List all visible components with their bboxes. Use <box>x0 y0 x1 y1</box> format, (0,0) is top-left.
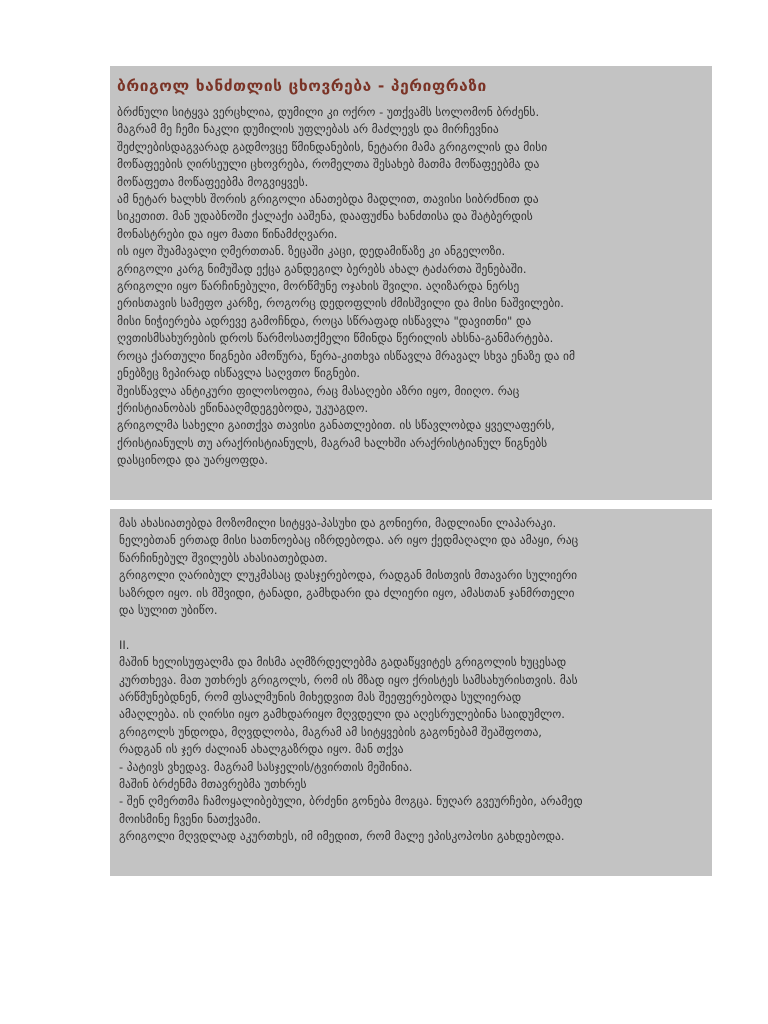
text-line: მაშინ ხელისუფალმა და მისმა აღმზრდელებმა გადაწყვიტეს გრიგოლის ხუცესად <box>119 655 567 670</box>
text-panel-top <box>110 66 712 500</box>
text-line: სიკეთით. მან უდაბნოში ქალაქი ააშენა, დააფუძნა ხანძთისა და შატბერდის <box>117 209 533 224</box>
text-line: მოწაფეთა მოწაფეებმა მოგვიყვეს. <box>117 174 309 189</box>
text-line: გრიგოლს უნდოდა, მღვდლობა, მაგრამ ამ სიტყვების გაგონებამ შეაშფოთა, <box>119 724 542 739</box>
text-line: გრიგოლი კარგ ნიმუშად ექცა განდეგილ ბერებს ახალ ტაძართა შენებაში. <box>117 261 527 276</box>
text-line: ბრძნული სიტყვა ვერცხლია, დუმილი კი ოქრო - უთქვამს სოლომონ ბრძენს. <box>117 105 540 119</box>
text-line: მას ახასიათებდა მოზომილი სიტყვა-პასუხი და გონიერი, მადლიანი ლაპარაკი. <box>119 516 557 530</box>
bottom-paragraphs <box>119 515 704 846</box>
text-line: გრიგოლი მღვდლად აკურთხეს, იმ იმედით, რომ მალე ეპისკოპოსი გახდებოდა. <box>119 829 565 844</box>
blank-line <box>119 619 704 636</box>
text-line: რადგან ის ჯერ ძალიან ახალგაზრდა იყო. მან თქვა <box>119 742 404 757</box>
text-line: გრიგოლი ღარიბულ ლუკმასაც დასჯერებოდა, რადგან მისთვის მთავარი სულიერი <box>119 568 578 583</box>
text-line: შეისწავლა ანტიკური ფილოსოფია, რაც მასაღები აზრი იყო, მიიღო. რაც <box>117 383 520 398</box>
text-line: ღვთისმსახურების დროს წარმოსათქმელი წმინდა წერილის ახსნა-განმარტება. <box>117 331 554 346</box>
text-line: გრიგოლი იყო წარჩინებული, მორწმუნე ოჯახის შვილი. აღიზარდა ნერსე <box>117 279 520 294</box>
text-line: შეძლებისდაგვარად გადმოვცე წმინდანების, ნეტარი მამა გრიგოლის და მისი <box>117 139 548 154</box>
text-line: - შენ ღმერთმა ჩამოყალიბებული, ბრძენი გონება მოგცა. ნუღარ გვეურჩები, არამედ <box>119 794 583 809</box>
text-line: მაშინ ბრძენმა მთავრებმა უთხრეს <box>119 777 307 792</box>
text-panel-bottom <box>110 509 712 876</box>
text-line: არწმუნებდნენ, რომ ფსალმუნის მიხედვით მას შეეფერებოდა სულიერად <box>119 690 522 705</box>
text-line: ქრისტიანობას ეწინააღმდეგებოდა, უკუაგდო. <box>117 400 369 415</box>
text-line: ამაღლება. ის ღირსი იყო გამხდარიყო მღვდელი და აღესრულებინა საიდუმლო. <box>119 707 565 722</box>
text-line: მაგრამ მე ჩემი ნაკლი დუმილის უფლებას არ მაძლევს და მირჩევნია <box>117 122 499 137</box>
text-line: როცა ქართული წიგნები ამოწურა, წერა-კითხვა ისწავლა მრავალ სხვა ენაზე და იმ <box>117 348 575 363</box>
text-line: და სულით უბიწო. <box>119 603 218 618</box>
text-line: საზრდო იყო. ის მშვიდი, ტანადი, გამხდარი და ძლიერი იყო, ამასთან ჯანმრთელი <box>119 585 575 600</box>
text-line: მისი ნიჭიერება ადრევე გამოჩნდა, როცა სწრაფად ისწავლა "დავითნი" და <box>117 313 532 328</box>
text-line: ქრისტიანულს თუ არაქრისტიანულს, მაგრამ ხალხში არაქრისტიანულ წიგნებს <box>117 435 548 450</box>
text-line: II. <box>119 637 130 652</box>
text-line: მოწაფეების ღირსეული ცხოვრება, რომელთა შესახებ მათმა მოწაფეებმა და <box>117 157 540 172</box>
document-title: ბრიგოლ ხანძთლის ცხოვრება - პერიფრაზი <box>117 77 487 95</box>
text-line: ერისთავის სამეფო კარზე, როგორც დედოფლის ძმისშვილი და მისი ნაშვილები. <box>117 296 564 311</box>
text-line: ამ ნეტარ ხალხს შორის გრიგოლი ანათებდა მადლით, თავისი სიბრძნით და <box>117 192 539 207</box>
text-line: - პატივს ვხედავ. მაგრამ სასჯელის/ტვირთის მეშინია. <box>119 759 413 774</box>
text-line: დასცინოდა და უარყოფდა. <box>117 453 269 468</box>
text-line: კურთხევა. მათ უთხრეს გრიგოლს, რომ ის მზად იყო ქრისტეს სამსახურისთვის. მას <box>119 672 578 687</box>
text-line: მონასტრები და იყო მათი წინამძღვარი. <box>117 226 338 241</box>
top-paragraphs <box>117 104 704 470</box>
text-line: წარჩინებულ შვილებს ახასიათებდათ. <box>119 550 328 565</box>
text-line: ენებზეც ზეპირად ისწავლა საღვთო წიგნები. <box>117 366 360 381</box>
text-line: ნელებთან ერთად მისი სათნოებაც იზრდებოდა. არ იყო ქედმაღალი და ამაყი, რაც <box>119 533 579 548</box>
text-line: გრიგოლმა სახელი გაითქვა თავისი განათლებით. ის სწავლობდა ყველაფერს, <box>117 418 555 433</box>
text-line: მოისმინე ჩვენი ნათქვამი. <box>119 811 262 826</box>
text-line: ის იყო შუამავალი ღმერთთან. ზეცაში კაცი, დედამიწაზე კი ანგელოზი. <box>117 244 506 259</box>
